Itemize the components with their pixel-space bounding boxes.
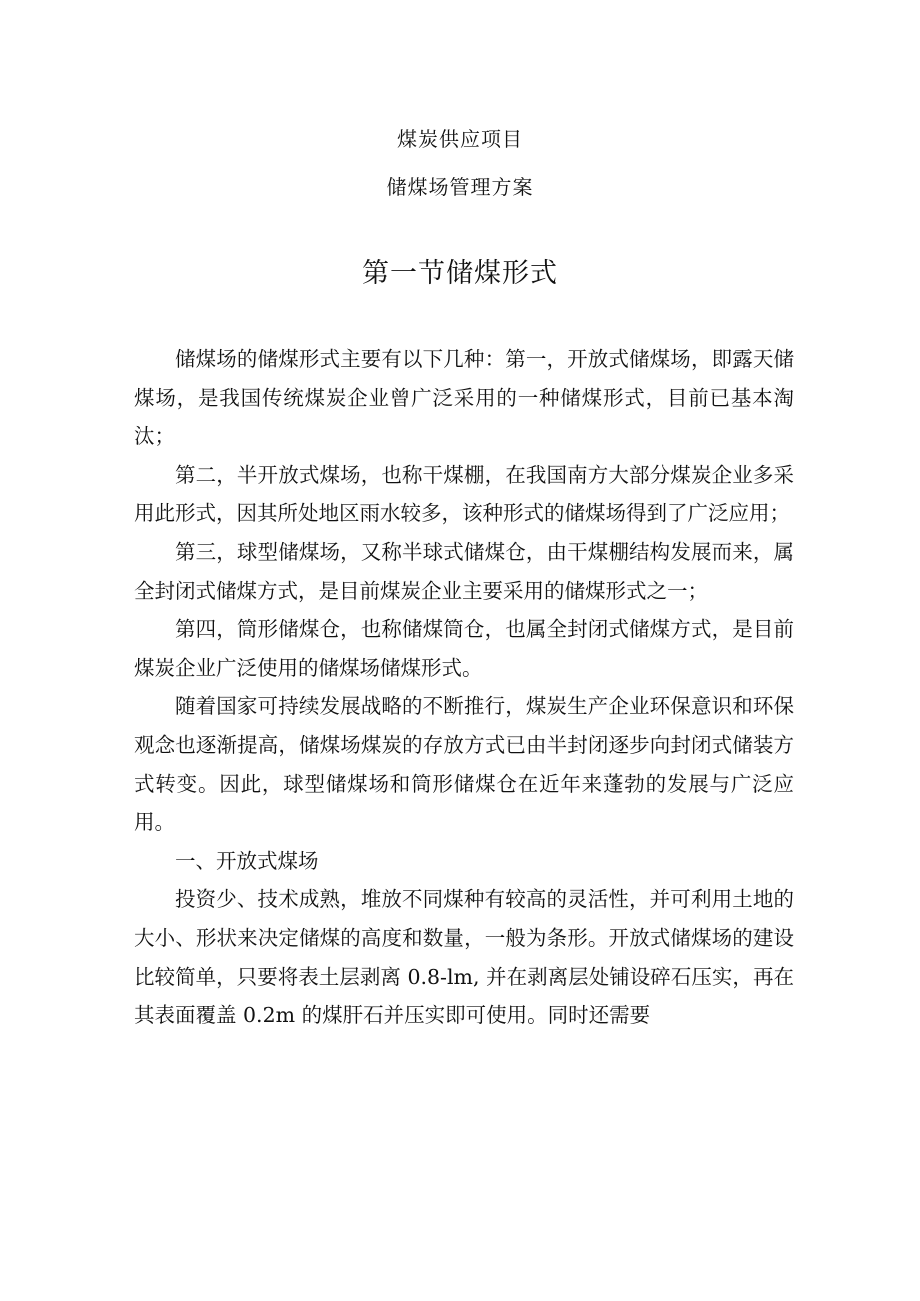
section-title: 第一节储煤形式	[362, 258, 558, 289]
paragraph: 第三，球型储煤场，又称半球式储煤仓，由干煤棚结构发展而来，属全封闭式储煤方式，是目前煤炭企业主要采用的储煤形式之一；	[134, 539, 794, 603]
document-body	[134, 340, 794, 1035]
paragraph: 储煤场的储煤形式主要有以下几种：第一，开放式储煤场，即露天储煤场，是我国传统煤炭企业曾广泛采用的一种储煤形式，目前已基本淘汰；	[134, 347, 794, 449]
paragraph: 第二，半开放式煤场，也称干煤棚，在我国南方大部分煤炭企业多采用此形式，因其所处地区雨水较多，该种形式的储煤场得到了广泛应用；	[134, 462, 794, 526]
paragraph: 投资少、技术成熟，堆放不同煤种有较高的灵活性，并可利用土地的大小、形状来决定储煤的高度和数量，一般为条形。开放式储煤场的建设比较简单，只要将表土层剥离 0.8-lm, 并在剥离层处铺设碎石压实，再在其表面覆盖 0.2m 的煤肝石并压实即可使用。同时还需要	[134, 887, 794, 1028]
subheading: 一、开放式煤场	[175, 848, 319, 873]
plan-title: 储煤场管理方案	[386, 175, 534, 199]
paragraph: 随着国家可持续发展战略的不断推行，煤炭生产企业环保意识和环保观念也逐渐提高，储煤场煤炭的存放方式已由半封闭逐步向封闭式储装方式转变。因此，球型储煤场和筒形储煤仓在近年来蓬勃的发展与广泛应用。	[134, 694, 794, 835]
paragraph: 第四，筒形储煤仓，也称储煤筒仓，也属全封闭式储煤方式，是目前煤炭企业广泛使用的储煤场储煤形式。	[134, 617, 794, 680]
project-title: 煤炭供应项目	[397, 127, 523, 151]
